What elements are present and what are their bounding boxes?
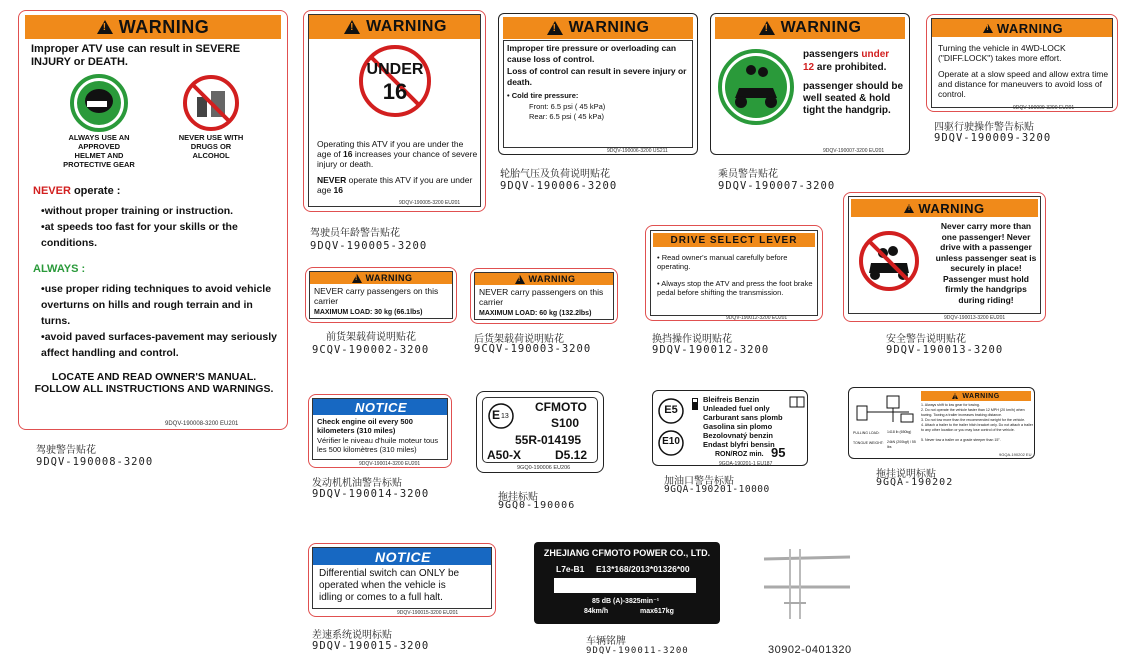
front-rack-caption-pn: 9CQV-190002-3200 xyxy=(312,344,430,356)
fuel-ron: RON/ROZ min. xyxy=(715,451,764,458)
warning-triangle-icon xyxy=(344,20,360,34)
never-item-2: •at speeds too fast for your skills or the conditions. xyxy=(41,221,238,249)
age-warning-text-2: NEVER operate this ATV if you are under age 16 xyxy=(317,175,473,195)
tow-warning-header: ! WARNING xyxy=(921,391,1031,401)
diff-notice-line-2: operated when the vehicle is xyxy=(319,580,446,591)
warning-triangle-icon xyxy=(515,275,525,284)
no-extra-passenger-icon xyxy=(857,229,921,293)
tow-label-card xyxy=(848,387,1035,459)
fuel-code: 9GQA-190201-1 EU187 xyxy=(719,461,773,466)
oil-notice-fr: Vérifier le niveau d'huile moteur tous les 500 kilomètres (310 miles) xyxy=(317,436,439,454)
always-heading: ALWAYS : xyxy=(33,263,86,275)
helmet-caption: ALWAYS USE AN APPROVED HELMET AND PROTECTIVE GEAR xyxy=(63,133,135,169)
diff-notice-header: NOTICE xyxy=(313,548,492,565)
fuel-e5: E5 xyxy=(664,404,678,416)
warning-triangle-icon xyxy=(97,20,113,34)
nameplate-card xyxy=(534,542,720,624)
safety-warning-caption-pn: 9DQV-190013-3200 xyxy=(886,344,1004,356)
tire-line-1: Improper tire pressure or overloading can cause loss of control. xyxy=(507,43,677,64)
tire-front: Front: 6.5 psi ( 45 kPa) xyxy=(529,102,606,111)
tire-warning-card xyxy=(498,13,698,155)
diff-notice-line-3: idling or comes to a full halt. xyxy=(319,592,443,603)
passenger-warning-caption-cn: 乘员警告贴花 xyxy=(718,169,778,180)
drive-select-header: DRIVE SELECT LEVER xyxy=(653,233,815,247)
diff-notice-caption-cn: 差速系统说明标贴 xyxy=(312,630,392,641)
always-item-1: •use proper riding techniques to avoid vehicle overturns on hills and rough terrain and in turns. xyxy=(41,283,272,327)
hitch-class: A50-X xyxy=(487,448,522,462)
front-rack-text: NEVER carry passengers on this carrier xyxy=(314,286,439,306)
hitch-caption-cn: 拖挂标贴 xyxy=(498,492,538,503)
safety-warning-header: ! WARNING xyxy=(851,199,1038,217)
oil-notice-en: Check engine oil every 500 kilometers (310 miles) xyxy=(317,417,413,435)
tire-warning-caption-pn: 9DQV-190006-3200 xyxy=(500,180,618,192)
nameplate-speed: 84km/h xyxy=(584,608,609,615)
warning-triangle-icon xyxy=(904,204,914,213)
passenger-warning-card xyxy=(710,13,910,155)
front-rack-header: ! WARNING xyxy=(310,272,453,284)
passenger-warning-caption-pn: 9DQV-190007-3200 xyxy=(718,180,836,192)
fuel-line-2: Unleaded fuel only xyxy=(703,404,770,413)
drugs-caption: NEVER USE WITH DRUGS OR ALCOHOL xyxy=(178,133,244,160)
front-rack-load: MAXIMUM LOAD: 30 kg (66.1lbs) xyxy=(314,309,423,316)
tire-cold: • Cold tire pressure: xyxy=(507,91,579,100)
tire-rear: Rear: 6.5 psi ( 45 kPa) xyxy=(529,112,605,121)
fourwd-warning-code: 9DQV-190009-3200 EU201 xyxy=(1013,105,1075,111)
main-warning-caption-pn: 9DQV-190008-3200 xyxy=(36,456,154,468)
atv-passenger-icon xyxy=(717,48,795,126)
safety-warning-caption-cn: 安全警告说明贴花 xyxy=(886,334,966,345)
nameplate-mass: max617kg xyxy=(640,608,674,615)
oil-notice-caption-pn: 9DQV-190014-3200 xyxy=(312,488,430,500)
fuel-line-5: Bezolovnatý benzin xyxy=(703,431,774,440)
tire-warning-caption-cn: 轮胎气压及负荷说明贴花 xyxy=(500,169,610,180)
hitch-code: 9GQ0-190006 EU206 xyxy=(517,465,571,471)
fourwd-p2: Operate at a slow speed and allow extra time and distance for maneuvers to avoid loss of control. xyxy=(938,69,1109,99)
warning-triangle-icon xyxy=(759,21,775,35)
age-warning-header: ! WARNING xyxy=(309,15,481,39)
nameplate-caption-pn: 9DQV-190011-3200 xyxy=(586,646,689,656)
rear-rack-load: MAXIMUM LOAD: 60 kg (132.2lbs) xyxy=(479,310,592,317)
tow-item-4: 4. Attach a trailer to the trailer hitch bracket only. Do not attach a trailer to any other location or you may lose control of the vehicle. xyxy=(921,423,1033,432)
hitch-caption-pn: 9GQ0-190006 xyxy=(498,500,576,511)
drive-select-bullet-2: • Always stop the ATV and press the foot brake pedal before shifting the transmission. xyxy=(657,279,813,297)
safety-warning-card xyxy=(843,192,1046,322)
drive-select-caption-pn: 9DQV-190012-3200 xyxy=(652,344,770,356)
tire-warning-header: ! WARNING xyxy=(503,17,693,39)
always-word: ALWAYS xyxy=(33,263,79,275)
age-warning-text-1: Operating this ATV if you are under the age of 16 increases your chance of severe injury or death. xyxy=(317,139,478,169)
fourwd-warning-caption-pn: 9DQV-190009-3200 xyxy=(934,132,1052,144)
nameplate-company: ZHEJIANG CFMOTO POWER CO., LTD. xyxy=(543,548,711,558)
fuel-line-1: Bleifreis Benzin xyxy=(703,395,760,404)
fuel-pump-icon xyxy=(691,397,701,411)
hitch-dval: D5.12 xyxy=(555,448,588,462)
rear-rack-text: NEVER carry passengers on this carrier xyxy=(479,287,604,307)
main-warning-card xyxy=(18,10,288,430)
tow-code: 9GQA-190202 EU xyxy=(999,452,1032,457)
rear-rack-caption-pn: 9CQV-190003-3200 xyxy=(474,343,592,355)
tow-item-2: 2. Do not operate the vehicle faster than 12 MPH (20 km/h) when towing. Towing a trailer increases braking distance. xyxy=(921,408,1025,417)
diff-notice-card xyxy=(308,543,496,617)
hitch-e-number: 13 xyxy=(501,413,509,420)
fuel-line-6: Endast blyfri bensin xyxy=(703,440,775,449)
front-rack-card xyxy=(305,267,457,323)
fourwd-warning-card xyxy=(926,14,1118,112)
safety-warning-code: 9DQV-190013-3200 EU201 xyxy=(944,315,1006,321)
never-word: NEVER xyxy=(33,185,71,197)
always-item-2: •avoid paved surfaces-pavement may seriously affect handling and control. xyxy=(41,331,277,359)
fourwd-p1: Turning the vehicle in 4WD-LOCK ("DIFF.LOCK") takes more effort. xyxy=(938,43,1066,63)
drive-select-card xyxy=(645,225,823,321)
tow-item-5: 5. Never tow a trailer on a grade steeper than 15°. xyxy=(921,438,1001,442)
tow-tongue-value: 24kN (200kgf) / 55 lbs xyxy=(887,440,916,449)
no-drugs-alcohol-icon xyxy=(181,73,241,133)
fuel-e10: E10 xyxy=(662,436,680,447)
front-rack-caption-cn: 前货架载荷说明贴花 xyxy=(326,332,416,343)
fuel-caption-pn: 9GQA-190201-10000 xyxy=(664,484,770,495)
oil-notice-header: NOTICE xyxy=(313,399,448,415)
hitch-diagram-icon xyxy=(853,392,917,426)
warning-triangle-icon xyxy=(983,24,993,33)
fourwd-warning-caption-cn: 四驱行驶操作警告标贴 xyxy=(934,122,1034,133)
hitch-brand: CFMOTO xyxy=(535,400,587,414)
rear-rack-caption-cn: 后货架载荷说明贴花 xyxy=(474,334,564,345)
tow-item-1: 1. Always shift to low gear for towing. xyxy=(921,403,980,407)
tow-tongue-label: TONGUE WEIGHT: xyxy=(853,441,884,445)
oil-notice-code: 9DQV-190014-3200 EU201 xyxy=(359,461,421,467)
tire-line-2: Loss of control can result in severe injury or death. xyxy=(507,66,687,87)
nameplate-l7e: L7e-B1 xyxy=(556,564,585,574)
warning-triangle-icon xyxy=(352,274,362,283)
nameplate-caption-cn: 车辆铭牌 xyxy=(586,636,626,647)
main-warning-intro: Improper ATV use can result in SEVERE INJURY or DEATH. xyxy=(31,43,241,68)
hitch-label-card xyxy=(476,391,604,473)
fuel-label-card xyxy=(652,390,808,466)
age-16-text: 16 xyxy=(382,79,408,104)
fuel-line-3: Carburant sans plomb xyxy=(703,413,783,422)
hitch-approval: 55R-014195 xyxy=(515,433,582,447)
main-warning-caption-cn: 驾驶警告贴花 xyxy=(36,445,96,456)
never-heading xyxy=(33,185,120,197)
nameplate-noise: 85 dB (A)-3825min⁻¹ xyxy=(592,598,660,605)
helmet-icon xyxy=(69,73,129,133)
part-sketch-caption-pn: 30902-0401320 xyxy=(768,644,852,656)
fuel-ron-value: 95 xyxy=(771,445,786,460)
tow-caption-cn: 拖挂说明标贴 xyxy=(876,469,936,480)
age-warning-caption-pn: 9DQV-190005-3200 xyxy=(310,240,428,252)
drive-select-bullet-1: • Read owner's manual carefully before operating. xyxy=(657,253,788,271)
manual-book-icon xyxy=(789,396,805,408)
warning-triangle-icon xyxy=(952,393,958,399)
main-warning-footer: LOCATE AND READ OWNER'S MANUAL. FOLLOW ALL INSTRUCTIONS AND WARNINGS. xyxy=(34,371,274,395)
hitch-model: S100 xyxy=(551,416,580,430)
oil-notice-caption-cn: 发动机机油警告标贴 xyxy=(312,478,402,489)
passenger-line-2: passenger should be well seated & hold tight the handgrip. xyxy=(803,81,904,116)
part-sketch-icon xyxy=(760,545,860,625)
hitch-e-letter: E xyxy=(492,408,501,422)
main-warning-header xyxy=(25,15,281,39)
never-rest: operate : xyxy=(70,185,121,197)
rear-rack-header: ! WARNING xyxy=(475,273,614,285)
age-warning-code: 9DQV-190005-3200 EU201 xyxy=(399,200,461,206)
main-warning-code: 9DQV-190008-3200 EU201 xyxy=(165,421,239,427)
main-warning-title: WARNING xyxy=(118,16,210,37)
tow-pull-value: 1418 lb (650kg) xyxy=(887,430,912,434)
nameplate-vin-field xyxy=(554,578,696,593)
safety-warning-text: Never carry more than one passenger! Never drive with a passenger unless passenger seat is securely in place! Passenger must hold firmly the handgrips during riding! xyxy=(935,221,1037,305)
fourwd-warning-header: ! WARNING xyxy=(932,19,1113,37)
diff-notice-code: 9DQV-190015-3200 EU201 xyxy=(397,610,459,616)
tire-warning-code: 9DQV-190006-3200 US211 xyxy=(607,148,668,154)
diff-notice-line-1: Differential switch can ONLY be xyxy=(319,568,460,579)
rear-rack-card xyxy=(470,268,618,324)
oil-notice-card xyxy=(308,394,452,468)
under-text: UNDER xyxy=(366,61,424,78)
nameplate-approval: E13*168/2013*01326*00 xyxy=(596,564,690,574)
fuel-caption-cn: 加油口警告标贴 xyxy=(664,476,734,487)
drive-select-caption-cn: 换挡操作说明贴花 xyxy=(652,334,732,345)
age-warning-caption-cn: 驾驶员年龄警告贴花 xyxy=(310,228,400,239)
passenger-line-1: passengers under 12 are prohibited. xyxy=(803,49,890,73)
diff-notice-caption-pn: 9DQV-190015-3200 xyxy=(312,640,430,652)
tow-caption-pn: 9GQA-190202 xyxy=(876,477,954,488)
warning-triangle-icon xyxy=(547,21,563,35)
drive-select-code: 9DQV-190012-3200 EU201 xyxy=(726,315,788,321)
fuel-line-4: Gasolina sin plomo xyxy=(703,422,773,431)
tow-pull-label: PULLING LOAD: xyxy=(853,431,880,435)
passenger-warning-header: ! WARNING xyxy=(715,17,905,39)
age-warning-card xyxy=(303,10,486,212)
passenger-warning-code: 9DQV-190007-3200 EU201 xyxy=(823,148,885,154)
never-item-1: •without proper training or instruction. xyxy=(41,205,234,217)
tow-item-3: 3. Do not tow more than the recommended weight for the vehicle. xyxy=(921,418,1026,422)
